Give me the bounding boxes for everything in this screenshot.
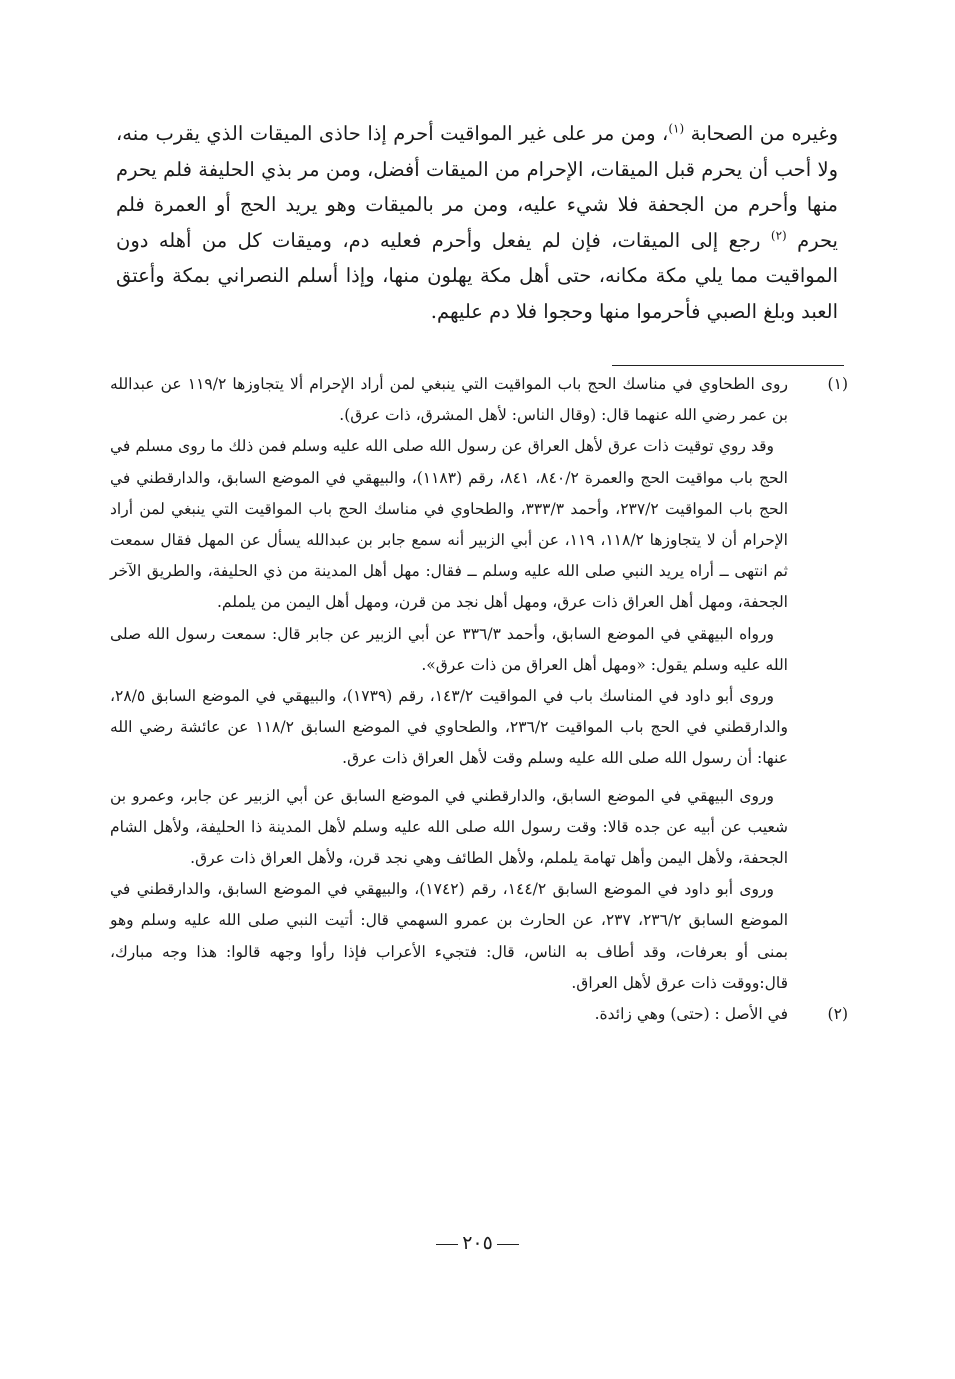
main-paragraph: [116, 116, 838, 329]
footnote-separator-rule: [612, 365, 844, 366]
footnote-1: [110, 369, 848, 999]
footnote-reference-1: (١): [668, 121, 685, 136]
main-text-part-1: وغيره من الصحابة: [690, 122, 839, 145]
footnote-paragraph: وروى البيهقي في الموضع السابق، والدارقطني في الموضع السابق عن أبي الزبير عن جابر، وعمرو بن شعيب عن أبيه عن جده قالا: وقت رسول الله صلى الله عليه وسلم لأهل المدينة ذا الحليفة، ولأهل الشام الجحفة، ولأهل اليمن وأهل تهامة يلملم، ولأهل الطائف وهي نجد قرن، ولأهل العراق ذات عرق.: [110, 786, 788, 868]
main-text-part-3: رجع إلى الميقات، فإن لم يفعل وأحرم فعليه دم، وميقات كل من أهله دون المواقيت مما يلي مكة مكانه، حتى أهل مكة يهلون منها، وإذا أسلم النصراني بمكة وأعتق العبد وبلغ الصبي فأحرموا منها وحجوا فلا دم عليهم.: [116, 228, 838, 323]
footnote-2: [110, 999, 848, 1030]
footnote-paragraph: في الأصل : (حتى) وهي زائدة.: [594, 1005, 788, 1024]
footnote-paragraph: وروى أبو داود في الموضع السابق ١٤٤/٢، رقم (١٧٤٢)، والبيهقي في الموضع السابق، والدارقطني في الموضع السابق ٢٣٦/٢، ٢٣٧، عن الحارث بن عمرو السهمي قال: أتيت النبي صلى الله عليه وسلم وهو بمنى أو بعرفات، وقد أطاف به الناس، قال: فتجيء الأعراب فإذا رأوا وجهه قالوا: هذا وجه مبارك، قال:ووقت ذات عرق لأهل العراق.: [110, 880, 788, 992]
page-number-dash: [497, 1244, 519, 1245]
page-number: [0, 1232, 955, 1254]
footnote-reference-2: (٢): [770, 228, 787, 242]
main-body-text: [116, 116, 838, 329]
page-number-dash: [436, 1244, 458, 1245]
main-text-part-2: ، ومن مر على غير المواقيت أحرم إذا حاذى الميقات الذي يقرب منه، ولا أحب أن يحرم قبل الميقات، الإحرام من الميقات أفضل، ومن مر بذي الحليفة فلم يحرم منها وأحرم من الجحفة فلا شيء عليه، ومن مر بالميقات وهو يريد الحج أو العمرة فلم يحرم: [116, 122, 838, 252]
footnote-number: (٢): [827, 1005, 848, 1024]
footnotes-section: [110, 369, 848, 1030]
page-number-value: ٢٠٥: [462, 1232, 493, 1254]
footnote-paragraph: روى الطحاوي في مناسك الحج باب المواقيت التي ينبغي لمن أراد الإحرام ألا يتجاوزها ١١٩/٢ عن عبدالله بن عمر رضي الله عنهما قال: (وقال الناس: لأهل المشرق، ذات عرق).: [110, 375, 789, 425]
footnote-paragraph: وروى أبو داود في المناسك باب في المواقيت ١٤٣/٢، رقم (١٧٣٩)، والبيهقي في الموضع السابق ٢٨/٥، والدارقطني في الحج باب المواقيت ٢٣٦/٢، والطحاوي في الموضع السابق ١١٨/٢ عن عائشة رضي الله عنها: أن رسول الله صلى الله عليه وسلم وقت لأهل العراق ذات عرق.: [110, 687, 789, 768]
footnote-paragraph: وقد روي توقيت ذات عرق لأهل العراق عن رسول الله صلى الله عليه وسلم فمن ذلك ما روى مسلم في الحج باب مواقيت الحج والعمرة ٨٤٠/٢، ٨٤١، رقم (١١٨٣)، والبيهقي في الموضع السابق، والدارقطني في الحج باب المواقيت ٢٣٧/٢، وأحمد ٣٣٣/٣، والطحاوي في مناسك الحج باب المواقيت التي ينبغي لمن أراد الإحرام أن لا يتجاوزها ١١٨/٢، ١١٩، عن أبي الزبير أنه سمع جابر بن عبدالله يسأل عن المهل فقال سمعت ثم انتهى ــ أراه يريد النبي صلى الله عليه وسلم ــ فقال: مهل أهل المدينة من ذي الحليفة، والطريق الآخر الجحفة، ومهل أهل العراق ذات عرق، ومهل أهل نجد من قرن، ومهل أهل اليمن من يلملم.: [110, 437, 789, 612]
footnote-number: (١): [827, 375, 848, 393]
footnote-paragraph: ورواه البيهقي في الموضع السابق، وأحمد ٣٣٦/٣ عن أبي الزبير عن جابر قال: سمعت رسول الله صلى الله عليه وسلم يقول: «ومهل أهل العراق من ذات عرق».: [110, 624, 788, 674]
